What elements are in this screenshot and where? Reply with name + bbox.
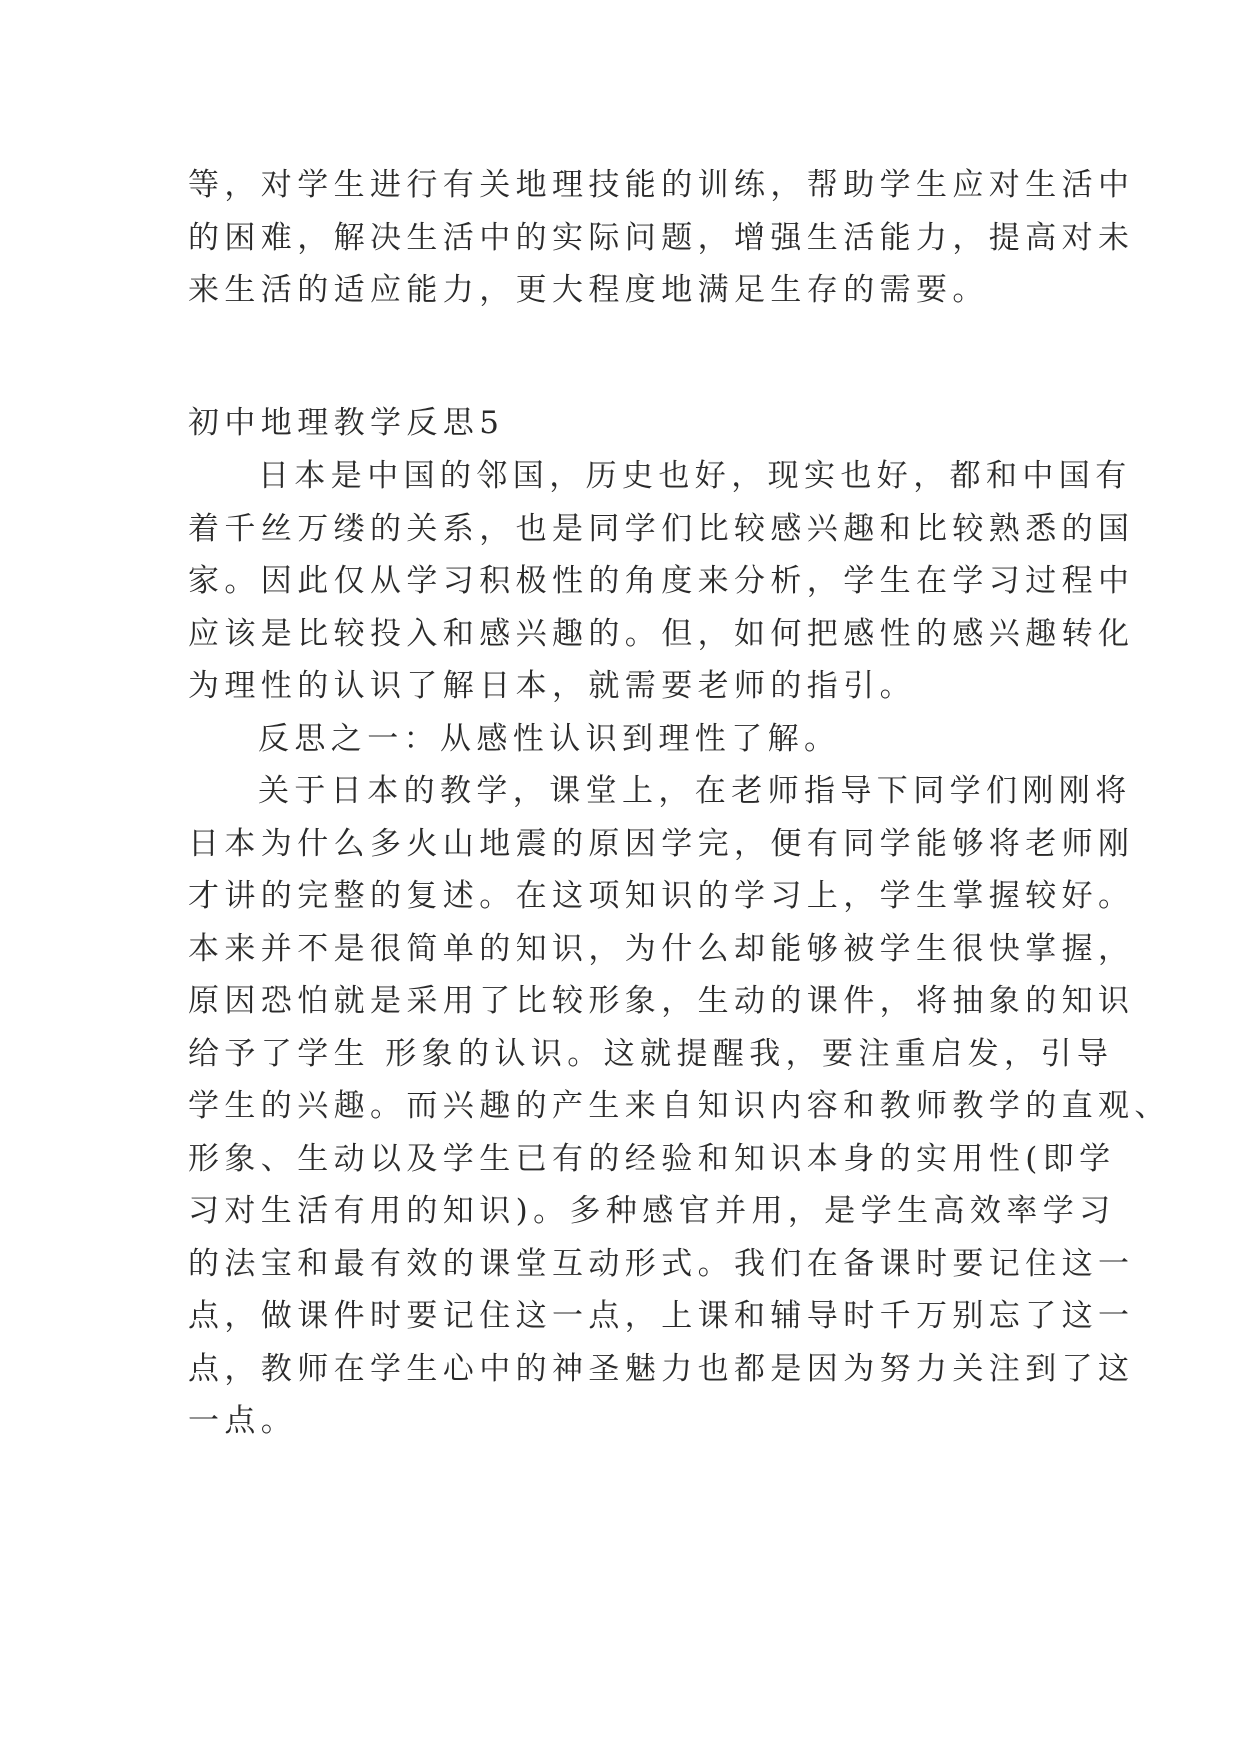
section-heading-block xyxy=(188,397,1048,450)
subheading: 反思之一：从感性认识到理性了解。 xyxy=(258,720,841,757)
paragraph-line: 的法宝和最有效的课堂互动形式。我们在备课时要记住这一 xyxy=(188,1245,1135,1282)
paragraph-line: 为理性的认识了解日本，就需要老师的指引。 xyxy=(188,668,916,704)
paragraph-line: 等，对学生进行有关地理技能的训练，帮助学生应对生活中 xyxy=(188,167,1135,203)
paragraph-line: 日本是中国的邻国，历史也好，现实也好，都和中国有 xyxy=(258,458,1132,494)
paragraph-line: 来生活的适应能力，更大程度地满足生存的需要。 xyxy=(188,272,989,308)
paragraph-line: 点，做课件时要记住这一点，上课和辅导时千万别忘了这一 xyxy=(188,1298,1135,1334)
continued-paragraph xyxy=(188,159,1135,317)
paragraph-line: 点，教师在学生心中的神圣魅力也都是因为努力关注到了这 xyxy=(188,1350,1135,1387)
paragraph-line: 给予了学生 形象的认识。这就提醒我，要注重启发，引导 xyxy=(188,1035,1114,1072)
paragraph-line: 形象、生动以及学生已有的经验和知识本身的实用性(即学 xyxy=(188,1140,1116,1177)
paragraph-line: 着千丝万缕的关系，也是同学们比较感兴趣和比较熟悉的国 xyxy=(188,510,1135,547)
section-title: 初中地理教学反思5 xyxy=(188,405,505,441)
paragraph-line: 一点。 xyxy=(188,1403,298,1439)
paragraph-line: 应该是比较投入和感兴趣的。但，如何把感性的感兴趣转化 xyxy=(188,615,1135,652)
paragraph-line: 日本为什么多火山地震的原因学完，便有同学能够将老师刚 xyxy=(188,825,1135,862)
paragraph-line: 本来并不是很简单的知识，为什么却能够被学生很快掌握， xyxy=(188,930,1135,967)
paragraph-line: 学生的兴趣。而兴趣的产生来自知识内容和教师教学的直观、 xyxy=(188,1088,1171,1124)
section-body xyxy=(188,450,1171,1448)
paragraph-line: 习对生活有用的知识)。多种感官并用，是学生高效率学习 xyxy=(188,1193,1116,1229)
paragraph-line: 关于日本的教学，课堂上，在老师指导下同学们刚刚将 xyxy=(258,773,1132,809)
paragraph-line: 原因恐怕就是采用了比较形象，生动的课件，将抽象的知识 xyxy=(188,983,1135,1019)
paragraph-line: 才讲的完整的复述。在这项知识的学习上，学生掌握较好。 xyxy=(188,878,1135,914)
paragraph-line: 家。因此仅从学习积极性的角度来分析，学生在学习过程中 xyxy=(188,563,1135,599)
paragraph-line: 的困难，解决生活中的实际问题，增强生活能力，提高对未 xyxy=(188,219,1135,256)
